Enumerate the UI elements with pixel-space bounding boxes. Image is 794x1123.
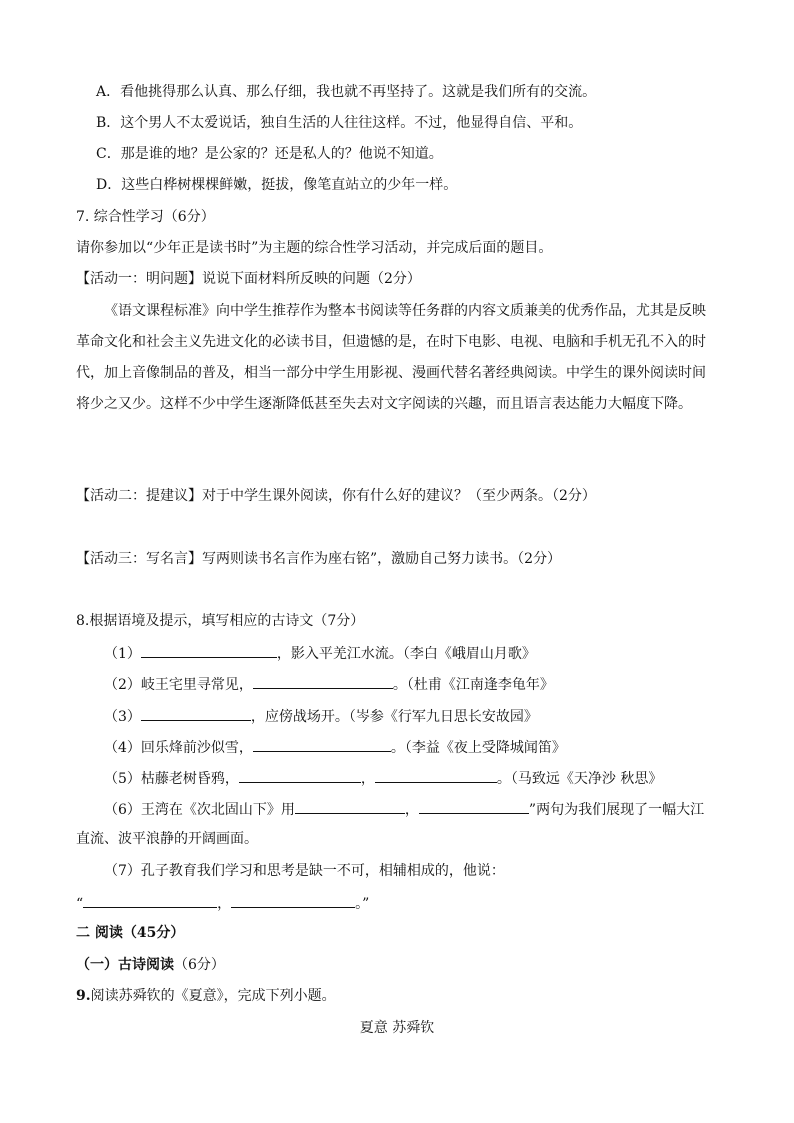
subsection-title: （一）古诗阅读（6分） <box>76 957 225 973</box>
q8-item-2: （2）岐王宅里寻常见， 。（杜甫《江南逢李龟年》 <box>104 673 554 695</box>
option-a: A．看他挑得那么认真、那么仔细，我也就不再坚持了。这就是我们所有的交流。 <box>96 84 597 100</box>
answer-blank[interactable] <box>141 642 277 658</box>
q7-material: 《语文课程标准》向中学生推荐作为整本书阅读等任务群的内容文质兼美的优秀作品，尤其是反映革命文化和社会主义先进文化的必读书目，但遗憾的是，在时下电影、电视、电脑和手机无孔不入的时代，加上音像制品的普及，相当一部分中学生用影视、漫画代替名著经典阅读。中学生的课外阅读时间将少之又少。这样不少中学生逐渐降低甚至失去对文字阅读的兴趣，而且语言表达能力大幅度下降。 <box>76 303 706 412</box>
q8-item-7-answer: “ ， 。” <box>76 892 369 914</box>
answer-blank[interactable] <box>295 798 405 814</box>
q7-activity2: 【活动二：提建议】对于中学生课外阅读，你有什么好的建议？（至少两条。（2分） <box>76 488 596 504</box>
answer-blank[interactable] <box>141 705 251 721</box>
q8-item-6: （6）王湾在《次北固山下》用 ， ”两句为我们展现了一幅大江 <box>104 798 704 820</box>
q8-item-3: （3） ，应傍战场开。（岑参《行军九日思长安故园》 <box>104 705 538 727</box>
answer-blank[interactable] <box>239 767 361 783</box>
section-two-title: 二 阅读（45分） <box>76 925 185 941</box>
q8-title: 8.根据语境及提示，填写相应的古诗文（7分） <box>76 613 365 629</box>
q7-title: 7. 综合性学习（6分） <box>76 209 215 225</box>
answer-blank[interactable] <box>231 892 355 908</box>
q8-item-5: （5）枯藤老树昏鸦， ， 。（马致远《天净沙 秋思》 <box>104 767 662 789</box>
q8-item-4: （4）回乐烽前沙似雪， 。（李益《夜上受降城闻笛》 <box>104 736 566 758</box>
q8-item-6-continued: 直流、波平浪静的开阔画面。 <box>76 831 258 847</box>
option-c: C．那是谁的地？是公家的？还是私人的？他说不知道。 <box>96 146 443 162</box>
q9-prompt: 9.阅读苏舜钦的《夏意》，完成下列小题。 <box>76 988 336 1004</box>
option-d: D．这些白桦树棵棵鲜嫩，挺拔，像笔直站立的少年一样。 <box>96 177 458 193</box>
q7-activity3: 【活动三：写名言】写两则读书名言作为座右铭”，激励自己努力读书。（2分） <box>76 551 562 567</box>
answer-blank[interactable] <box>83 892 217 908</box>
option-b: B．这个男人不太爱说话，独自生活的人往往这样。不过，他显得自信、平和。 <box>96 115 583 131</box>
answer-blank[interactable] <box>375 767 497 783</box>
q7-intro: 请你参加以“少年正是读书时”为主题的综合性学习活动，并完成后面的题目。 <box>76 240 553 256</box>
poem-title: 夏意 苏舜钦 <box>359 1020 435 1036</box>
q8-item-1: （1） ，影入平羌江水流。（李白《峨眉山月歌》 <box>104 642 536 664</box>
answer-blank[interactable] <box>253 673 393 689</box>
answer-blank[interactable] <box>419 798 529 814</box>
q8-item-7: （7）孔子教育我们学习和思考是缺一不可，相辅相成的，他说： <box>104 863 505 879</box>
q7-activity1: 【活动一：明问题】说说下面材料所反映的问题（2分） <box>76 271 421 287</box>
answer-blank[interactable] <box>253 736 391 752</box>
